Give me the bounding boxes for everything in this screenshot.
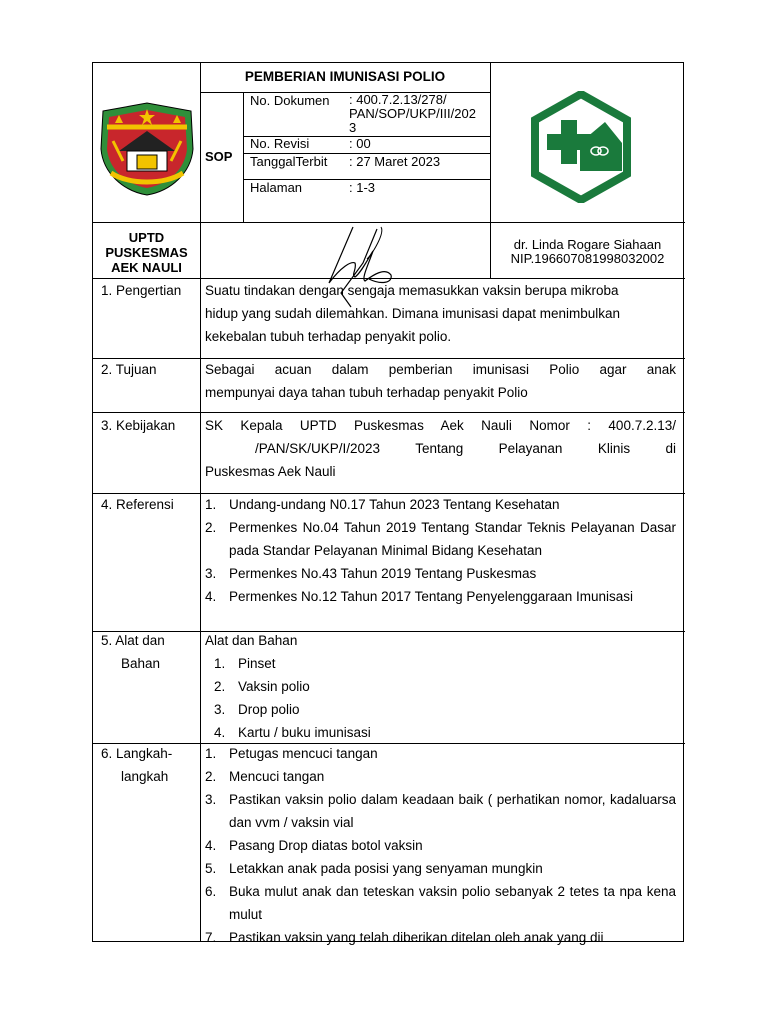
- list-item: 4. Kartu / buku imunisasi: [214, 725, 371, 740]
- section-label-referensi: 4. Referensi: [101, 497, 174, 512]
- list-item: 1. Undang-undang N0.17 Tahun 2023 Tentang Kesehatan: [205, 497, 560, 512]
- section-body-tujuan: Sebagai acuan dalam pemberian imunisasi Polio agar anak mempunyai daya tahan tubuh terhadap penyakit Polio: [205, 362, 676, 400]
- sop-document: [92, 62, 684, 945]
- divider: [200, 278, 201, 942]
- meta-label-halaman: Halaman: [250, 180, 303, 195]
- meta-value-no-dokumen: : 400.7.2.13/278/ PAN/SOP/UKP/III/202 3: [349, 92, 476, 135]
- section-label-kebijakan: 3. Kebijakan: [101, 418, 176, 433]
- section-body-pengertian: Suatu tindakan dengan sengaja memasukkan vaksin berupa mikroba hidup yang sudah dilemahkan. Dimana imunisasi dapat menimbulkan kekebalan tubuh terhadap penyakit polio.: [205, 283, 620, 344]
- list-item: 4. Permenkes No.12 Tahun 2017 Tentang Penyelenggaraan Imunisasi: [205, 589, 634, 604]
- list-item: 2. Permenkes No.04 Tahun 2019 Tentang Standar Teknis Pelayanan Dasar pada Standar Pelayanan Minimal Bidang Kesehatan: [205, 520, 676, 558]
- list-item: 4. Pasang Drop diatas botol vaksin: [205, 838, 423, 853]
- regency-logo: [99, 101, 195, 197]
- divider: [200, 63, 201, 279]
- list-item: 2. Vaksin polio: [214, 679, 310, 694]
- section-label-pengertian: 1. Pengertian: [101, 283, 182, 298]
- list-item: 7. Pastikan vaksin yang telah diberikan ditelan oleh anak yang dii: [205, 930, 604, 945]
- meta-label-no-dokumen: No. Dokumen: [250, 93, 330, 108]
- section-body-kebijakan: SK Kepala UPTD Puskesmas Aek Nauli Nomor : 400.7.2.13/ /PAN/SK/UKP/I/2023 Tentang Pelayanan Klinis di Puskesmas Aek Nauli: [205, 418, 676, 479]
- section-body-langkah: [205, 742, 676, 949]
- list-item: 1. Petugas mencuci tangan: [205, 746, 378, 761]
- section-body-referensi: [205, 493, 676, 608]
- divider: [93, 412, 685, 413]
- organization-name: UPTD PUSKESMAS AEK NAULI: [105, 230, 188, 275]
- meta-value-halaman: : 1-3: [349, 180, 376, 195]
- signer-name: dr. Linda Rogare Siahaan: [513, 237, 662, 252]
- puskesmas-logo: [530, 91, 632, 203]
- list-item: 6. Buka mulut anak dan teteskan vaksin polio sebanyak 2 tetes ta npa kena mulut: [205, 884, 676, 922]
- list-item: 3. Pastikan vaksin polio dalam keadaan baik ( perhatikan nomor, kadaluarsa dan vvm / vaksin vial: [205, 792, 676, 830]
- list-item: 5. Letakkan anak pada posisi yang senyaman mungkin: [205, 861, 543, 876]
- section-label-tujuan: 2. Tujuan: [101, 362, 157, 377]
- meta-label-tanggal-terbit: TanggalTerbit: [250, 154, 328, 169]
- divider: [243, 92, 244, 222]
- list-item: 2. Mencuci tangan: [205, 769, 325, 784]
- list-item: 3. Permenkes No.43 Tahun 2019 Tentang Puskesmas: [205, 566, 537, 581]
- section-label-langkah: 6. Langkah- langkah: [101, 746, 173, 784]
- meta-label-no-revisi: No. Revisi: [250, 136, 310, 151]
- document-title: PEMBERIAN IMUNISASI POLIO: [244, 69, 446, 84]
- signer-nip: NIP.196607081998032002: [510, 251, 665, 266]
- meta-value-tanggal-terbit: : 27 Maret 2023: [349, 154, 441, 169]
- list-item: 3. Drop polio: [214, 702, 300, 717]
- meta-value-no-revisi: : 00: [349, 136, 371, 151]
- sop-label: SOP: [205, 149, 233, 164]
- section-label-alat-bahan: 5. Alat dan Bahan: [101, 633, 165, 671]
- list-item: 1. Pinset: [214, 656, 276, 671]
- section-body-alat-bahan: Alat dan Bahan 1. Pinset 2. Vaksin polio 3. Drop polio 4. Kartu / buku imunisasi: [205, 629, 676, 744]
